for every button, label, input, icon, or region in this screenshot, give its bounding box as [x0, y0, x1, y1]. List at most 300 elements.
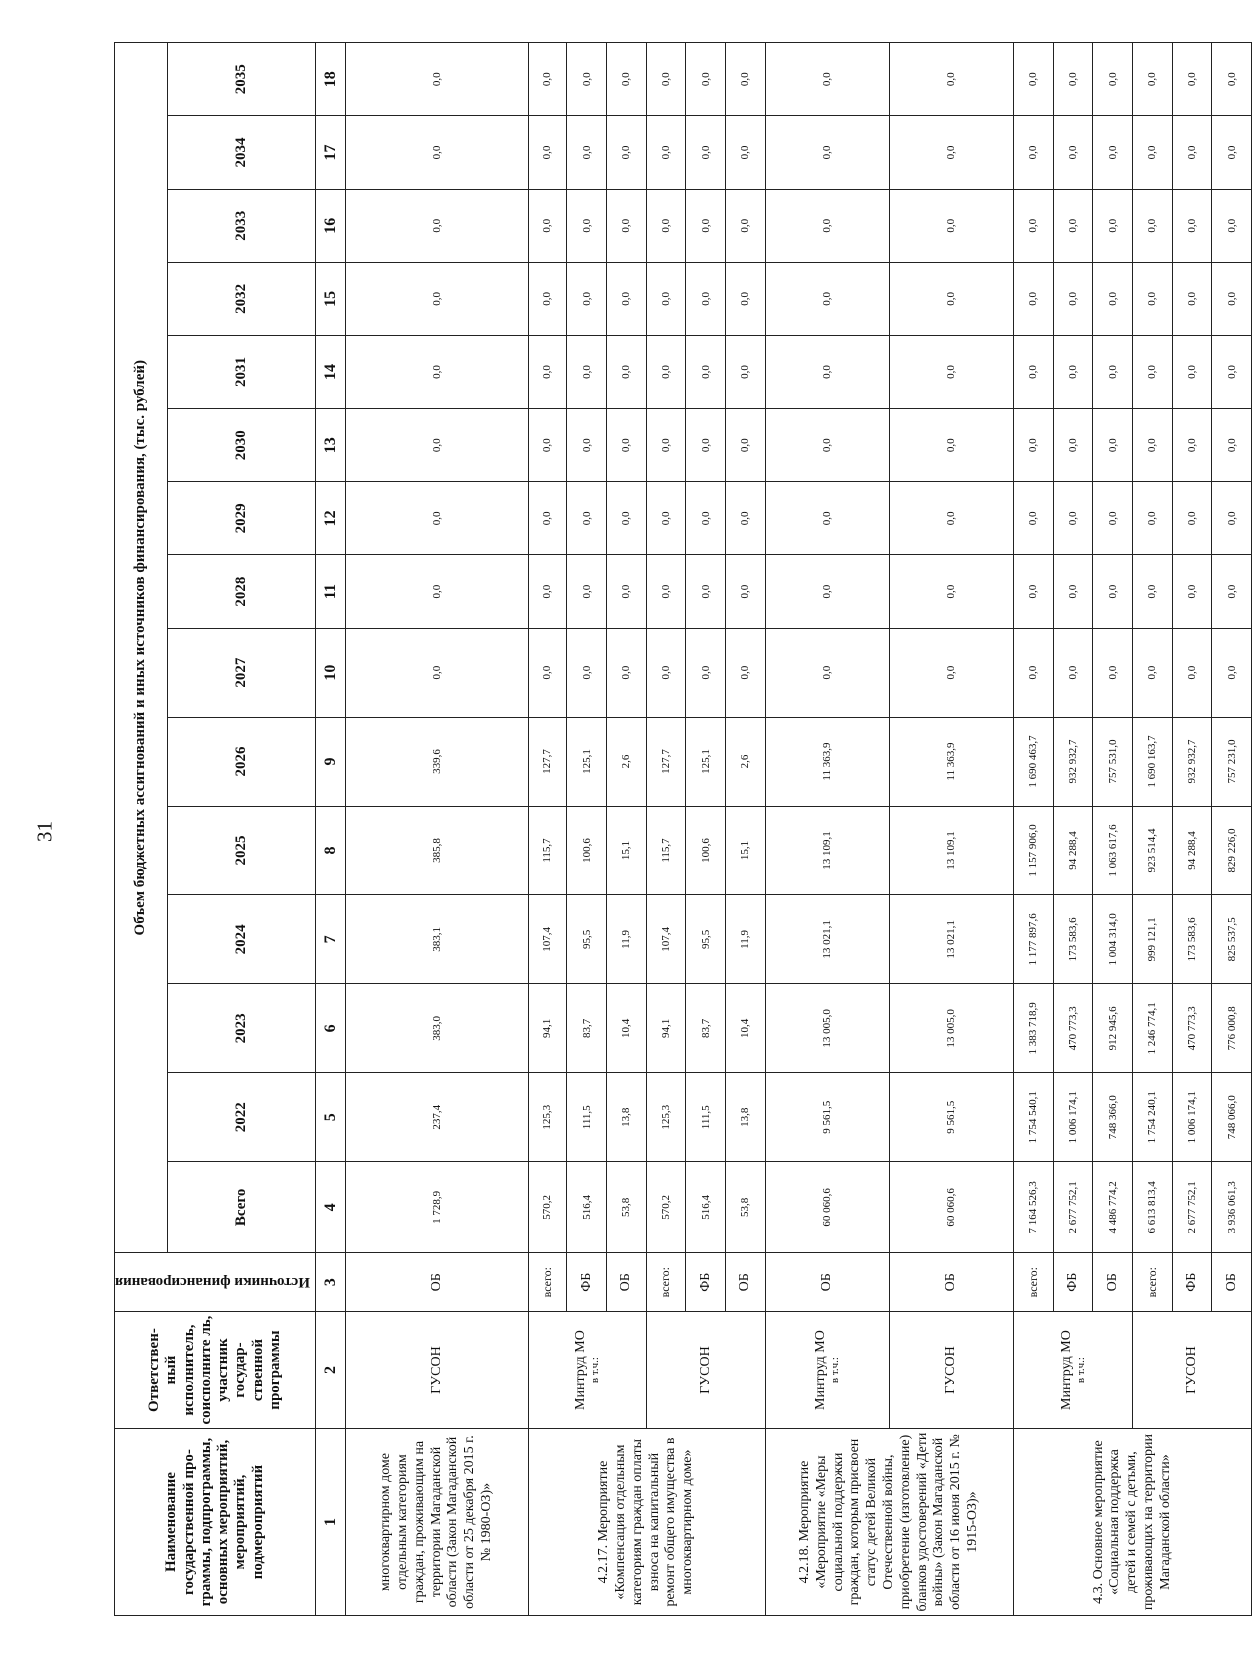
value-year: 0,0 [346, 628, 529, 717]
value-year: 0,0 [1212, 262, 1252, 335]
value-year: 470 773,3 [1172, 984, 1212, 1073]
value-year: 0,0 [528, 335, 566, 408]
header-year: 2024 [167, 895, 315, 984]
value-year: 829 226,0 [1212, 806, 1252, 895]
value-year: 83,7 [567, 984, 607, 1073]
value-year: 0,0 [567, 116, 607, 189]
value-year: 0,0 [567, 262, 607, 335]
column-number: 6 [316, 984, 346, 1073]
header-name: Наименование государственной про-граммы, подпрограммы, основных мероприятий, мероприятий, подмероприятий [115, 1429, 316, 1616]
value-year: 0,0 [725, 482, 765, 555]
header-year: 2033 [167, 189, 315, 262]
value-year: 0,0 [1212, 189, 1252, 262]
value-year: 0,0 [889, 555, 1013, 628]
value-year: 15,1 [725, 806, 765, 895]
value-year: 383,1 [346, 895, 529, 984]
value-year: 94,1 [646, 984, 686, 1073]
funding-source: ОБ [725, 1253, 765, 1312]
value-year: 0,0 [1014, 43, 1054, 116]
value-year: 0,0 [646, 262, 686, 335]
value-year: 0,0 [528, 189, 566, 262]
header-year: 2029 [167, 482, 315, 555]
header-year: 2031 [167, 335, 315, 408]
value-year: 0,0 [1053, 409, 1093, 482]
value-year: 0,0 [765, 116, 889, 189]
value-year: 1 004 314,0 [1093, 895, 1133, 984]
value-year: 923 514,4 [1133, 806, 1173, 895]
value-year: 0,0 [1014, 482, 1054, 555]
executor-name: Минтруд МО [572, 1330, 588, 1410]
column-number: 16 [316, 189, 346, 262]
value-year: 0,0 [646, 116, 686, 189]
value-year: 173 583,6 [1053, 895, 1093, 984]
value-year: 0,0 [889, 335, 1013, 408]
value-year: 94 288,4 [1172, 806, 1212, 895]
value-year: 0,0 [725, 189, 765, 262]
value-year: 757 231,0 [1212, 717, 1252, 806]
value-year: 0,0 [1053, 43, 1093, 116]
funding-source: ОБ [765, 1253, 889, 1312]
value-year: 0,0 [686, 116, 726, 189]
value-year: 1 006 174,1 [1053, 1073, 1093, 1162]
value-year: 0,0 [1014, 189, 1054, 262]
value-year: 0,0 [889, 628, 1013, 717]
table-row [646, 43, 686, 1616]
executor-sub: в т.ч.: [588, 1357, 601, 1384]
value-year: 0,0 [1053, 189, 1093, 262]
value-year: 0,0 [765, 262, 889, 335]
value-year: 111,5 [686, 1073, 726, 1162]
value-year: 0,0 [1133, 262, 1173, 335]
value-year: 0,0 [346, 262, 529, 335]
value-year: 0,0 [765, 628, 889, 717]
value-year: 125,1 [686, 717, 726, 806]
executor-name: ГУСОН [1184, 1346, 1200, 1394]
table-row [765, 43, 889, 1616]
value-year: 1 157 906,0 [1014, 806, 1054, 895]
value-total: 516,4 [567, 1162, 607, 1253]
column-number: 8 [316, 806, 346, 895]
value-year: 0,0 [686, 482, 726, 555]
value-year: 0,0 [1212, 116, 1252, 189]
value-year: 0,0 [1093, 335, 1133, 408]
page-number: 31 [32, 821, 57, 842]
value-year: 0,0 [1093, 116, 1133, 189]
value-year: 0,0 [1172, 262, 1212, 335]
header-year: 2030 [167, 409, 315, 482]
header-volume: Объем бюджетных ассигнований и иных источников финансирования, (тыс. рублей) [115, 43, 168, 1253]
activity-name: 4.2.17. Мероприятие «Компенсация отдельным категориям граждан оплаты взноса на капитальный ремонт общего имущества в многоквартирном доме» [528, 1429, 765, 1616]
value-year: 13,8 [606, 1073, 646, 1162]
column-number: 3 [316, 1253, 346, 1312]
value-year: 15,1 [606, 806, 646, 895]
value-year: 13 021,1 [765, 895, 889, 984]
value-year: 470 773,3 [1053, 984, 1093, 1073]
funding-source: всего: [646, 1253, 686, 1312]
value-year: 0,0 [765, 43, 889, 116]
executor-sub: в т.ч.: [1074, 1357, 1087, 1384]
value-year: 0,0 [606, 189, 646, 262]
value-year: 0,0 [1053, 116, 1093, 189]
value-year: 0,0 [725, 335, 765, 408]
value-total: 1 728,9 [346, 1162, 529, 1253]
funding-source: всего: [528, 1253, 566, 1312]
value-year: 10,4 [606, 984, 646, 1073]
value-year: 0,0 [646, 43, 686, 116]
value-year: 0,0 [1212, 43, 1252, 116]
value-total: 3 936 061,3 [1212, 1162, 1252, 1253]
executor-name: Минтруд МО [812, 1330, 828, 1410]
value-year: 0,0 [889, 189, 1013, 262]
funding-source: ФБ [567, 1253, 607, 1312]
value-year: 0,0 [646, 409, 686, 482]
header-executor: Ответствен-ный исполнитель, соисполните ль, участник государ-ственной программы [115, 1312, 316, 1429]
column-number: 1 [316, 1429, 346, 1616]
value-year: 0,0 [725, 555, 765, 628]
value-year: 115,7 [646, 806, 686, 895]
value-year: 748 066,0 [1212, 1073, 1252, 1162]
header-year: 2034 [167, 116, 315, 189]
value-year: 0,0 [889, 262, 1013, 335]
value-year: 0,0 [646, 628, 686, 717]
value-year: 0,0 [686, 43, 726, 116]
value-year: 0,0 [346, 116, 529, 189]
activity-name: многоквартирном доме отдельным категориям граждан, проживающим на территории Магаданской области (Закон Магаданской области от 25 декабря 2015 г. № 1980-ОЗ)» [346, 1429, 529, 1616]
value-year: 0,0 [725, 628, 765, 717]
budget-table [114, 42, 1252, 1616]
value-total: 60 060,6 [765, 1162, 889, 1253]
value-year: 1 177 897,6 [1014, 895, 1054, 984]
value-year: 0,0 [1212, 482, 1252, 555]
value-year: 0,0 [765, 189, 889, 262]
executor [346, 1312, 529, 1429]
value-year: 0,0 [646, 189, 686, 262]
header-source-text: Источники финансирования [115, 1274, 310, 1291]
value-year: 1 690 163,7 [1133, 717, 1173, 806]
value-year: 0,0 [1133, 409, 1173, 482]
executor-name: ГУСОН [428, 1346, 444, 1394]
value-year: 0,0 [1093, 189, 1133, 262]
value-year: 9 561,5 [889, 1073, 1013, 1162]
column-number: 10 [316, 628, 346, 717]
value-year: 0,0 [1172, 555, 1212, 628]
value-year: 11 363,9 [889, 717, 1013, 806]
value-year: 912 945,6 [1093, 984, 1133, 1073]
header-year: 2023 [167, 984, 315, 1073]
value-year: 0,0 [1053, 555, 1093, 628]
executor [646, 1312, 765, 1429]
value-total: 2 677 752,1 [1172, 1162, 1212, 1253]
value-year: 1 690 463,7 [1014, 717, 1054, 806]
value-year: 385,8 [346, 806, 529, 895]
header-year: 2026 [167, 717, 315, 806]
value-year: 111,5 [567, 1073, 607, 1162]
rotated-table-wrapper [114, 42, 1239, 1616]
value-year: 1 063 617,6 [1093, 806, 1133, 895]
executor-sub: в т.ч.: [828, 1357, 841, 1384]
value-year: 748 366,0 [1093, 1073, 1133, 1162]
value-year: 0,0 [1133, 189, 1173, 262]
table-row [1133, 43, 1173, 1616]
value-year: 83,7 [686, 984, 726, 1073]
value-year: 0,0 [1133, 116, 1173, 189]
value-year: 0,0 [346, 409, 529, 482]
value-year: 13 005,0 [889, 984, 1013, 1073]
value-year: 10,4 [725, 984, 765, 1073]
column-number: 14 [316, 335, 346, 408]
value-year: 107,4 [528, 895, 566, 984]
value-year: 1 006 174,1 [1172, 1073, 1212, 1162]
value-year: 0,0 [606, 116, 646, 189]
value-year: 339,6 [346, 717, 529, 806]
funding-source: ФБ [1172, 1253, 1212, 1312]
header-total: Всего [167, 1162, 315, 1253]
value-total: 60 060,6 [889, 1162, 1013, 1253]
value-year: 125,3 [646, 1073, 686, 1162]
value-year: 0,0 [765, 555, 889, 628]
value-year: 2,6 [606, 717, 646, 806]
column-number: 11 [316, 555, 346, 628]
value-year: 0,0 [1172, 409, 1212, 482]
column-number: 12 [316, 482, 346, 555]
value-year: 0,0 [1212, 409, 1252, 482]
value-year: 0,0 [1133, 555, 1173, 628]
value-year: 11 363,9 [765, 717, 889, 806]
value-year: 0,0 [725, 262, 765, 335]
header-year: 2022 [167, 1073, 315, 1162]
value-year: 0,0 [528, 555, 566, 628]
activity-name: 4.3. Основное мероприятие «Социальная поддержка детей и семей с детьми, проживающих на территории Магаданской области» [1014, 1429, 1252, 1616]
value-year: 0,0 [346, 482, 529, 555]
funding-source: ФБ [686, 1253, 726, 1312]
value-year: 0,0 [889, 482, 1013, 555]
column-number: 7 [316, 895, 346, 984]
executor-name: ГУСОН [697, 1346, 713, 1394]
value-year: 13 021,1 [889, 895, 1013, 984]
value-year: 932 932,7 [1053, 717, 1093, 806]
value-year: 0,0 [1093, 409, 1133, 482]
value-year: 0,0 [606, 409, 646, 482]
value-year: 825 537,5 [1212, 895, 1252, 984]
executor [528, 1312, 646, 1429]
value-year: 237,4 [346, 1073, 529, 1162]
value-year: 0,0 [646, 335, 686, 408]
value-year: 94 288,4 [1053, 806, 1093, 895]
table-row [1014, 43, 1054, 1616]
value-year: 0,0 [1053, 262, 1093, 335]
value-year: 757 531,0 [1093, 717, 1133, 806]
value-year: 0,0 [646, 482, 686, 555]
value-total: 2 677 752,1 [1053, 1162, 1093, 1253]
value-year: 0,0 [1172, 189, 1212, 262]
value-year: 0,0 [528, 628, 566, 717]
value-year: 125,3 [528, 1073, 566, 1162]
value-year: 0,0 [1133, 628, 1173, 717]
value-year: 0,0 [1014, 116, 1054, 189]
value-total: 6 613 813,4 [1133, 1162, 1173, 1253]
value-year: 11,9 [606, 895, 646, 984]
value-year: 0,0 [567, 555, 607, 628]
value-year: 0,0 [1053, 628, 1093, 717]
value-year: 932 932,7 [1172, 717, 1212, 806]
value-year: 0,0 [765, 482, 889, 555]
value-year: 0,0 [1172, 628, 1212, 717]
value-year: 173 583,6 [1172, 895, 1212, 984]
value-year: 100,6 [686, 806, 726, 895]
executor-name: ГУСОН [943, 1346, 959, 1394]
column-number: 9 [316, 717, 346, 806]
value-year: 383,0 [346, 984, 529, 1073]
value-total: 7 164 526,3 [1014, 1162, 1054, 1253]
value-year: 0,0 [567, 335, 607, 408]
value-year: 115,7 [528, 806, 566, 895]
value-year: 0,0 [346, 43, 529, 116]
value-year: 0,0 [1172, 116, 1212, 189]
value-year: 0,0 [1172, 43, 1212, 116]
value-year: 0,0 [1053, 482, 1093, 555]
executor [889, 1312, 1013, 1429]
value-year: 999 121,1 [1133, 895, 1173, 984]
executor [1133, 1312, 1252, 1429]
value-total: 4 486 774,2 [1093, 1162, 1133, 1253]
value-year: 0,0 [567, 482, 607, 555]
value-year: 95,5 [567, 895, 607, 984]
header-source [115, 1253, 316, 1312]
value-year: 0,0 [528, 116, 566, 189]
value-year: 125,1 [567, 717, 607, 806]
value-year: 0,0 [1172, 335, 1212, 408]
value-year: 1 754 540,1 [1014, 1073, 1054, 1162]
value-year: 0,0 [346, 335, 529, 408]
value-year: 0,0 [1014, 628, 1054, 717]
value-year: 0,0 [567, 628, 607, 717]
value-year: 95,5 [686, 895, 726, 984]
value-year: 13 005,0 [765, 984, 889, 1073]
value-year: 0,0 [528, 262, 566, 335]
funding-source: ОБ [606, 1253, 646, 1312]
value-year: 0,0 [646, 555, 686, 628]
column-number: 4 [316, 1162, 346, 1253]
value-year: 0,0 [606, 628, 646, 717]
value-total: 53,8 [606, 1162, 646, 1253]
value-year: 0,0 [606, 43, 646, 116]
value-year: 0,0 [606, 482, 646, 555]
value-year: 0,0 [1093, 628, 1133, 717]
value-year: 0,0 [1014, 262, 1054, 335]
value-year: 94,1 [528, 984, 566, 1073]
value-year: 0,0 [1212, 628, 1252, 717]
header-year: 2025 [167, 806, 315, 895]
column-number: 2 [316, 1312, 346, 1429]
value-year: 0,0 [1133, 335, 1173, 408]
value-year: 0,0 [528, 409, 566, 482]
value-year: 0,0 [567, 43, 607, 116]
funding-source: ОБ [889, 1253, 1013, 1312]
column-number: 18 [316, 43, 346, 116]
value-year: 0,0 [725, 43, 765, 116]
column-number: 5 [316, 1073, 346, 1162]
funding-source: ОБ [1093, 1253, 1133, 1312]
value-year: 2,6 [725, 717, 765, 806]
value-year: 1 246 774,1 [1133, 984, 1173, 1073]
funding-source: ОБ [1212, 1253, 1252, 1312]
value-year: 0,0 [1053, 335, 1093, 408]
value-year: 0,0 [1133, 482, 1173, 555]
funding-source: ФБ [1053, 1253, 1093, 1312]
value-year: 0,0 [606, 555, 646, 628]
funding-source: ОБ [346, 1253, 529, 1312]
value-year: 0,0 [567, 189, 607, 262]
value-year: 0,0 [686, 409, 726, 482]
value-year: 11,9 [725, 895, 765, 984]
value-year: 0,0 [686, 189, 726, 262]
value-year: 0,0 [606, 335, 646, 408]
value-year: 0,0 [528, 43, 566, 116]
executor [1014, 1312, 1133, 1429]
value-total: 570,2 [528, 1162, 566, 1253]
table-row [528, 43, 566, 1616]
value-total: 570,2 [646, 1162, 686, 1253]
value-year: 0,0 [889, 409, 1013, 482]
value-total: 53,8 [725, 1162, 765, 1253]
value-year: 0,0 [1014, 555, 1054, 628]
value-year: 13 109,1 [765, 806, 889, 895]
value-year: 0,0 [686, 262, 726, 335]
value-year: 127,7 [528, 717, 566, 806]
value-year: 0,0 [765, 335, 889, 408]
value-year: 100,6 [567, 806, 607, 895]
table-row [346, 43, 529, 1616]
header-year: 2035 [167, 43, 315, 116]
value-year: 0,0 [725, 409, 765, 482]
value-year: 0,0 [346, 555, 529, 628]
value-year: 0,0 [1014, 409, 1054, 482]
value-year: 0,0 [1093, 555, 1133, 628]
value-year: 0,0 [1212, 555, 1252, 628]
value-year: 127,7 [646, 717, 686, 806]
value-year: 9 561,5 [765, 1073, 889, 1162]
value-year: 1 383 718,9 [1014, 984, 1054, 1073]
value-year: 0,0 [725, 116, 765, 189]
value-year: 1 754 240,1 [1133, 1073, 1173, 1162]
value-year: 0,0 [1093, 262, 1133, 335]
column-number: 17 [316, 116, 346, 189]
value-total: 516,4 [686, 1162, 726, 1253]
value-year: 0,0 [1014, 335, 1054, 408]
value-year: 0,0 [686, 335, 726, 408]
value-year: 0,0 [889, 43, 1013, 116]
value-year: 0,0 [686, 555, 726, 628]
value-year: 0,0 [528, 482, 566, 555]
executor [765, 1312, 889, 1429]
funding-source: всего: [1014, 1253, 1054, 1312]
value-year: 107,4 [646, 895, 686, 984]
column-number: 15 [316, 262, 346, 335]
value-year: 0,0 [606, 262, 646, 335]
value-year: 0,0 [1133, 43, 1173, 116]
value-year: 0,0 [889, 116, 1013, 189]
value-year: 0,0 [1212, 335, 1252, 408]
value-year: 0,0 [1172, 482, 1212, 555]
executor-name: Минтруд МО [1058, 1330, 1074, 1410]
value-year: 0,0 [686, 628, 726, 717]
header-year: 2028 [167, 555, 315, 628]
value-year: 776 000,8 [1212, 984, 1252, 1073]
value-year: 13,8 [725, 1073, 765, 1162]
value-year: 0,0 [346, 189, 529, 262]
column-number: 13 [316, 409, 346, 482]
header-year: 2032 [167, 262, 315, 335]
